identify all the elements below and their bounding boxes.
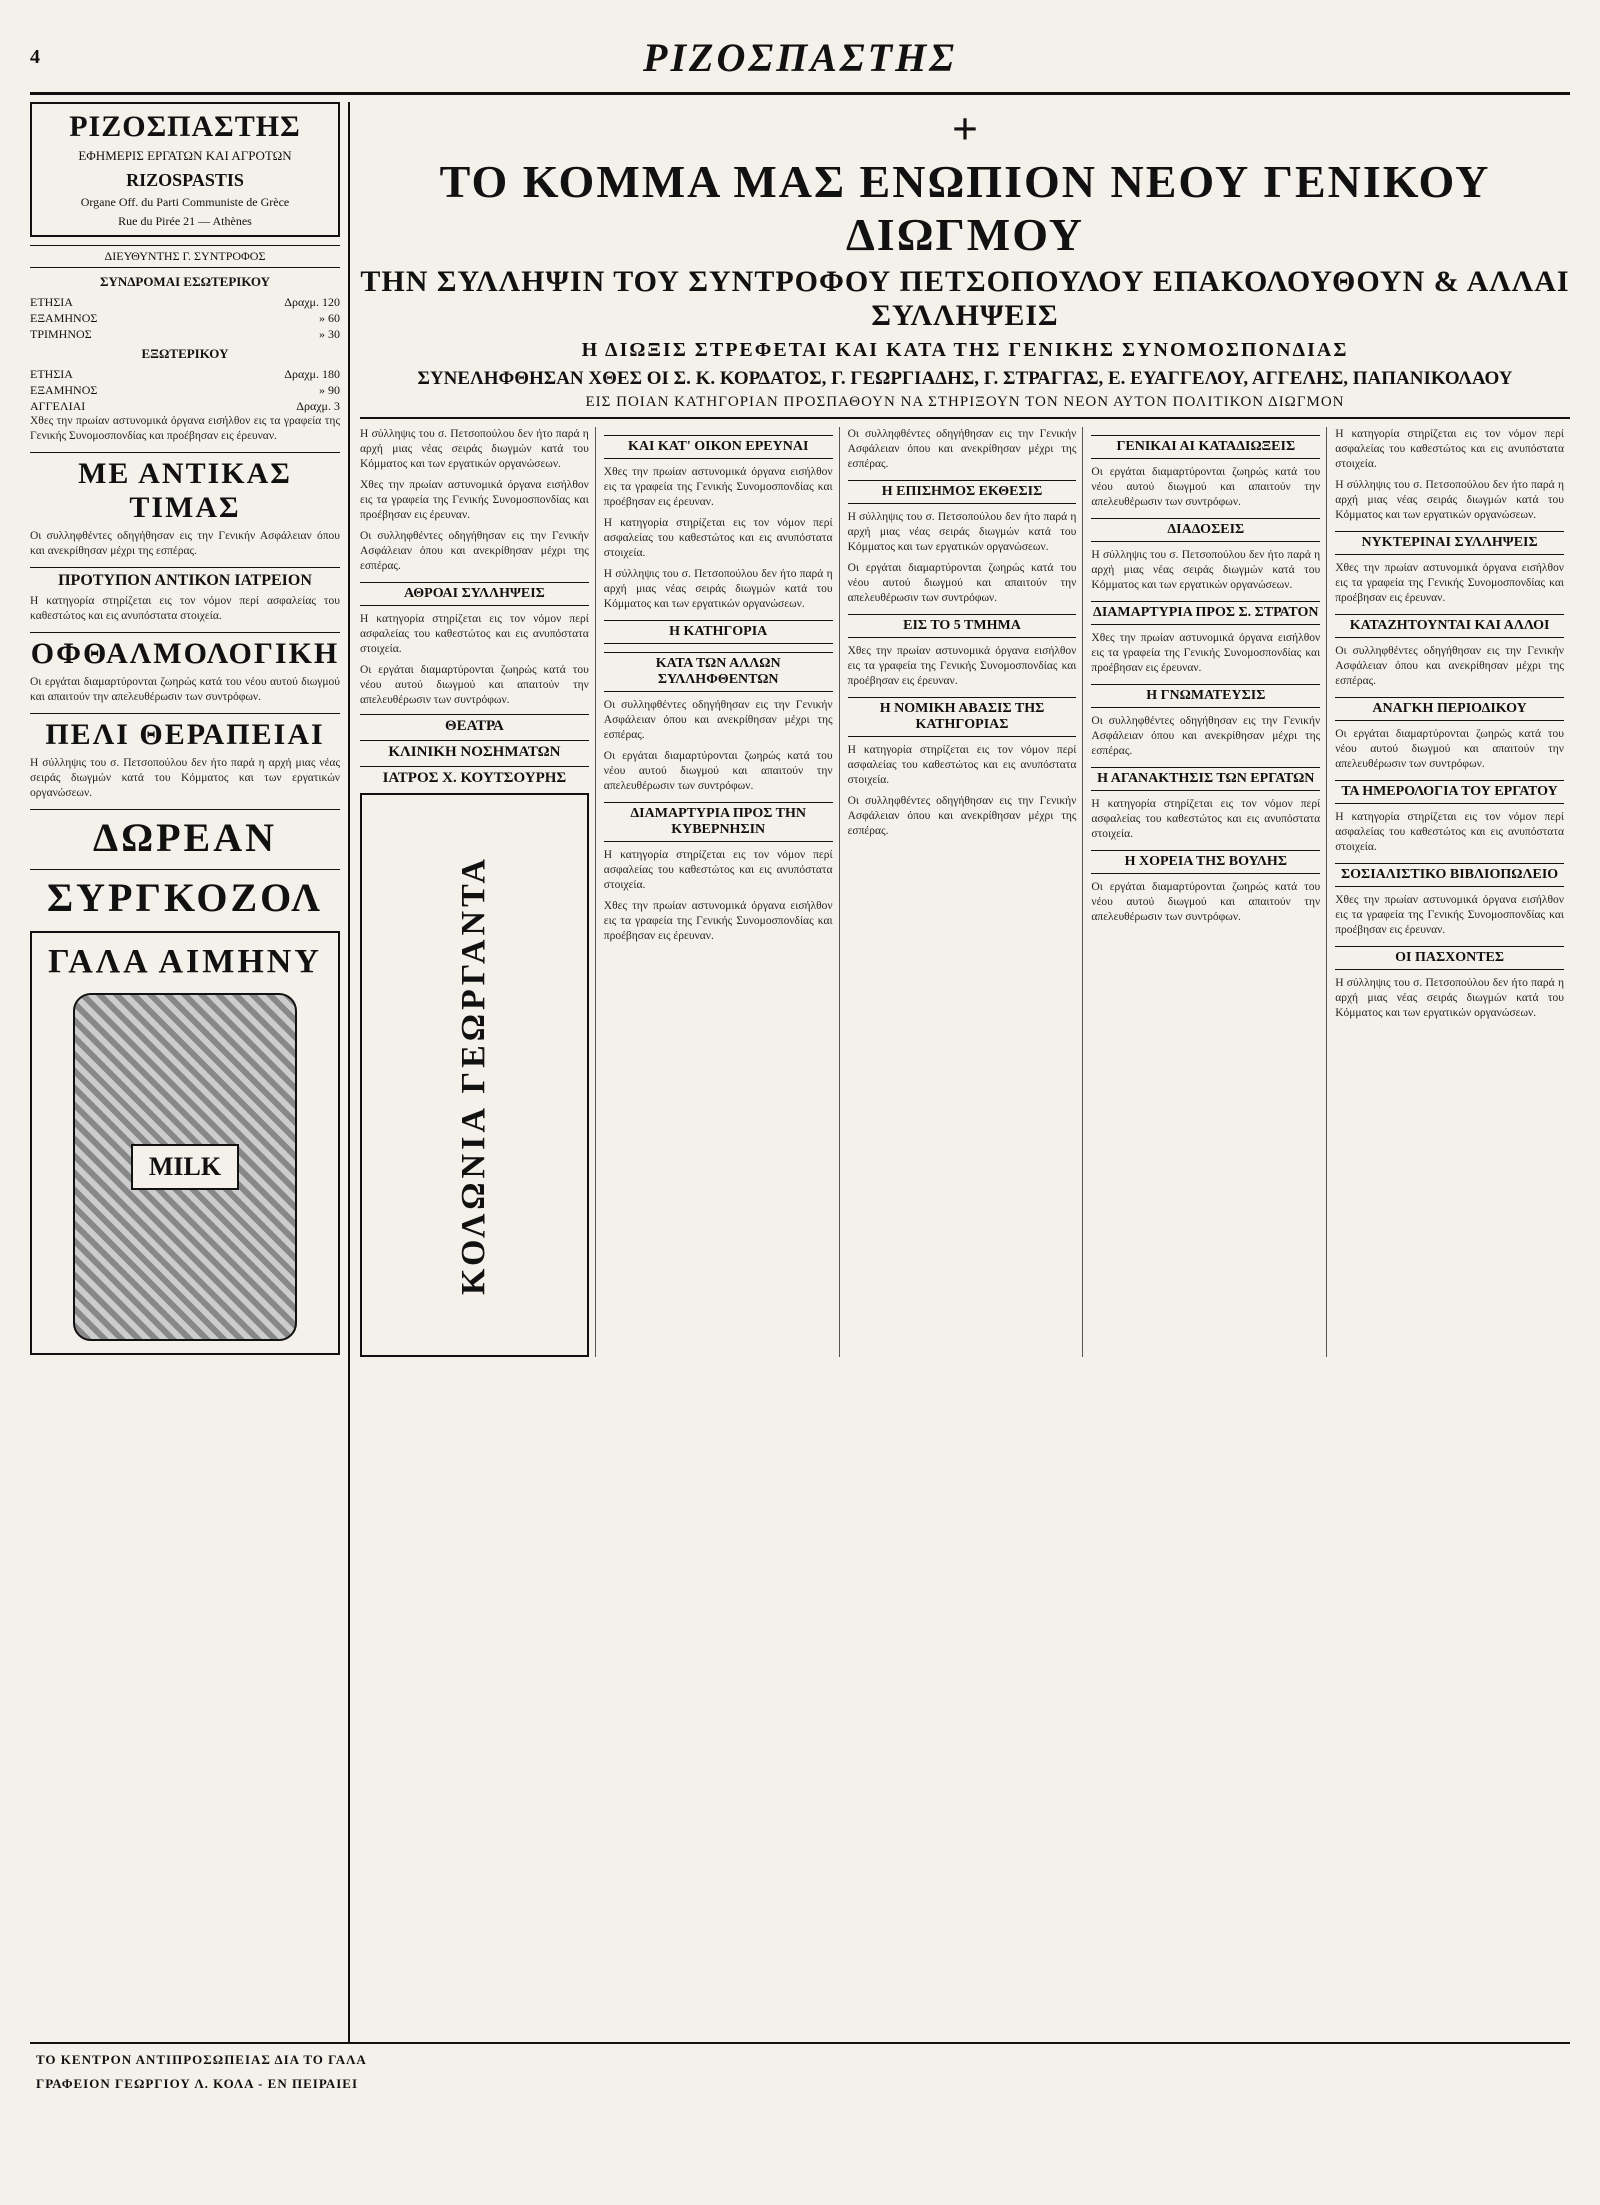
main-article <box>360 102 1570 2002</box>
article-paragraph: Οι εργάται διαμαρτύρονται ζωηρώς κατά του νέου αυτού διωγμού και απαιτούν την απελευθέρωσιν των συντρόφων. <box>603 750 833 792</box>
bottom-ad-line-2: ΓΡΑΦΕΙΟΝ ΓΕΩΡΓΙΟΥ Λ. ΚΟΛΑ - ΕΝ ΠΕΙΡΑΙΕΙ <box>36 2076 359 2091</box>
article-column-4 <box>1091 427 1327 1357</box>
vertical-ad-text: ΚΟΛΩΝΙΑ ΓΕΩΡΓΑΝΤΑ <box>455 855 493 1295</box>
paper-title-box <box>30 102 340 237</box>
section-title: ΣΟΣΙΑΛΙΣΤΙΚΟ ΒΙΒΛΙΟΠΩΛΕΙΟ <box>1335 863 1564 887</box>
section-title: Η ΕΠΙΣΗΜΟΣ ΕΚΘΕΣΙΣ <box>848 480 1077 504</box>
section-title: Η ΑΓΑΝΑΚΤΗΣΙΣ ΤΩΝ ΕΡΓΑΤΩΝ <box>1091 767 1320 791</box>
section-title: ΝΥΚΤΕΡΙΝΑΙ ΣΥΛΛΗΨΕΙΣ <box>1335 531 1564 555</box>
article-paragraph: Η σύλληψις του σ. Πετσοπούλου δεν ήτο παρά η αρχή μιας νέας σειράς διωγμών κατά του Κόμματος και των εργατικών οργανώσεων. <box>1335 977 1564 1019</box>
section-title: ΓΕΝΙΚΑΙ ΑΙ ΚΑΤΑΔΙΩΞΕΙΣ <box>1091 435 1320 459</box>
article-paragraph: Η σύλληψις του σ. Πετσοπούλου δεν ήτο παρά η αρχή μιας νέας σειράς διωγμών κατά του Κόμματος και των εργατικών οργανώσεων. <box>603 568 833 610</box>
subscriptions-title: ΣΥΝΔΡΟΜΑΙ ΕΣΩΤΕΡΙΚΟΥ <box>99 274 271 289</box>
sub-value: Δραχμ. 180 <box>284 367 340 381</box>
article-paragraph: Η κατηγορία στηρίζεται εις τον νόμον περί ασφαλείας του καθεστώτος και εις ανυπόστατα στοιχεία. <box>1335 811 1564 853</box>
section-title: Η ΓΝΩΜΑΤΕΥΣΙΣ <box>1091 684 1320 708</box>
section-title: ΑΝΑΓΚΗ ΠΕΡΙΟΔΙΚΟΥ <box>1335 697 1564 721</box>
article-columns <box>360 427 1570 1357</box>
question-headline: ΕΙΣ ΠΟΙΑΝ ΚΑΤΗΓΟΡΙΑΝ ΠΡΟΣΠΑΘΟΥΝ ΝΑ ΣΤΗΡΙΞΟΥΝ ΤΟΝ ΝΕΟΝ ΑΥΤΟΝ ΠΟΛΙΤΙΚΟΝ ΔΙΩΓΜΟΝ <box>585 394 1345 410</box>
article-paragraph: Χθες την πρωίαν αστυνομικά όργανα εισήλθον εις τα γραφεία της Γενικής Συνομοσπονδίας και προέβησαν εις έρευναν. <box>603 466 833 508</box>
milk-ad-title: ΓΑΛΑ ΑΙΜΗΝΥ <box>48 943 322 980</box>
subscription-row <box>30 326 340 342</box>
vertical-advertisement <box>360 793 589 1357</box>
ad-theatra: ΘΕΑΤΡΑ <box>360 714 589 735</box>
section-title: Η ΚΑΤΗΓΟΡΙΑ <box>604 620 833 644</box>
article-column-3 <box>848 427 1084 1357</box>
subscription-row <box>30 382 340 398</box>
article-paragraph: Οι συλληφθέντες οδηγήθησαν εις την Γενικήν Ασφάλειαν όπου και ανεκρίθησαν μέχρι της εσπέρας. <box>847 795 1077 837</box>
newspaper-page <box>30 22 1570 2162</box>
ad-heading-iatreio: ΠΡΟΤΥΠΟΝ ΑΝΤΙΚΟΝ ΙΑΤΡΕΙΟΝ <box>30 567 340 590</box>
article-paragraph: Οι εργάται διαμαρτύρονται ζωηρώς κατά του νέου αυτού διωγμού και απαιτούν την απελευθέρωσιν των συντρόφων. <box>1335 728 1564 770</box>
paper-address: Organe Off. du Parti Communiste de Grèce <box>80 195 290 209</box>
paper-subtitle: ΕΦΗΜΕΡΙΣ ΕΡΓΑΤΩΝ ΚΑΙ ΑΓΡΟΤΩΝ <box>78 148 292 163</box>
sub-value: Δραχμ. 3 <box>296 399 340 413</box>
sub-label: ΕΞΑΜΗΝΟΣ <box>30 383 98 397</box>
article-paragraph: Η κατηγορία στηρίζεται εις τον νόμον περί ασφαλείας του καθεστώτος και εις ανυπόστατα στοιχεία. <box>847 744 1077 786</box>
article-paragraph: Οι εργάται διαμαρτύρονται ζωηρώς κατά του νέου αυτού διωγμού και απαιτούν την απελευθέρωσιν των συντρόφων. <box>1091 881 1321 923</box>
bottom-ad-line-1: ΤΟ ΚΕΝΤΡΟΝ ΑΝΤΙΠΡΟΣΩΠΕΙΑΣ ΔΙΑ ΤΟ ΓΑΛΑ <box>36 2052 367 2067</box>
sub-value: » 60 <box>319 311 340 325</box>
article-paragraph: Η κατηγορία στηρίζεται εις τον νόμον περί ασφαλείας του καθεστώτος και εις ανυπόστατα στοιχεία. <box>603 849 833 891</box>
arrests-headline: ΣΥΝΕΛΗΦΘΗΣΑΝ ΧΘΕΣ ΟΙ Σ. Κ. ΚΟΡΔΑΤΟΣ, Γ. ΓΕΩΡΓΙΑΔΗΣ, Γ. ΣΤΡΑΓΓΑΣ, Ε. ΕΥΑΓΓΕΛΟΥ, ΑΓΓΕΛΗΣ, ΠΑΠΑΝΙΚΟΛΑΟΥ <box>417 368 1513 389</box>
article-paragraph: Χθες την πρωίαν αστυνομικά όργανα εισήλθον εις τα γραφεία της Γενικής Συνομοσπονδίας και προέβησαν εις έρευναν. <box>1091 632 1321 674</box>
article-paragraph: Οι συλληφθέντες οδηγήθησαν εις την Γενικήν Ασφάλειαν όπου και ανεκρίθησαν μέχρι της εσπέρας. <box>847 428 1077 470</box>
bottom-advert-strip <box>30 2042 1570 2164</box>
sub-label: ΕΤΗΣΙΑ <box>30 367 73 381</box>
article-paragraph: Χθες την πρωίαν αστυνομικά όργανα εισήλθον εις τα γραφεία της Γενικής Συνομοσπονδίας και προέβησαν εις έρευναν. <box>603 900 833 942</box>
article-paragraph: Χθες την πρωίαν αστυνομικά όργανα εισήλθον εις τα γραφεία της Γενικής Συνομοσπονδίας και προέβησαν εις έρευναν. <box>1335 894 1564 936</box>
ad-kliniki: ΚΛΙΝΙΚΗ ΝΟΣΗΜΑΤΩΝ <box>360 740 589 761</box>
sub-value: » 90 <box>319 383 340 397</box>
headline-block <box>360 102 1570 419</box>
left-paragraph: Η κατηγορία στηρίζεται εις τον νόμον περί ασφαλείας του καθεστώτος και εις ανυπόστατα στοιχεία. <box>30 595 340 622</box>
ads-block <box>360 714 589 787</box>
sub-label: ΤΡΙΜΗΝΟΣ <box>30 327 92 341</box>
article-column-2 <box>604 427 840 1357</box>
article-paragraph: Η κατηγορία στηρίζεται εις τον νόμον περί ασφαλείας του καθεστώτος και εις ανυπόστατα στοιχεία. <box>360 613 589 655</box>
section-title: ΚΑΙ ΚΑΤ' ΟΙΚΟΝ ΕΡΕΥΝΑΙ <box>604 435 833 459</box>
article-paragraph: Οι εργάται διαμαρτύρονται ζωηρώς κατά του νέου αυτού διωγμού και απαιτούν την απελευθέρωσιν των συντρόφων. <box>847 562 1077 604</box>
section-title: Η ΝΟΜΙΚΗ ΑΒΑΣΙΣ ΤΗΣ ΚΑΤΗΓΟΡΙΑΣ <box>848 697 1077 737</box>
article-paragraph: Η σύλληψις του σ. Πετσοπούλου δεν ήτο παρά η αρχή μιας νέας σειράς διωγμών κατά του Κόμματος και των εργατικών οργανώσεων. <box>847 511 1077 553</box>
sub-value: Δραχμ. 120 <box>284 295 340 309</box>
masthead <box>30 22 1570 95</box>
article-paragraph: Η σύλληψις του σ. Πετσοπούλου δεν ήτο παρά η αρχή μιας νέας σειράς διωγμών κατά του Κόμματος και των εργατικών οργανώσεων. <box>1335 479 1564 521</box>
left-paragraph: Οι εργάται διαμαρτύρονται ζωηρώς κατά του νέου αυτού διωγμού και απαιτούν την απελευθέρωσιν των συντρόφων. <box>30 676 340 703</box>
main-headline: ΤΟ ΚΟΜΜΑ ΜΑΣ ΕΝΩΠΙΟΝ ΝΕΟΥ ΓΕΝΙΚΟΥ ΔΙΩΓΜΟΥ <box>439 156 1491 260</box>
subscriptions-title-abroad: ΕΞΩΤΕΡΙΚΟΥ <box>141 346 229 361</box>
ad-koutsouris: ΙΑΤΡΟΣ Χ. ΚΟΥΤΣΟΥΡΗΣ <box>360 766 589 787</box>
ad-heading-syrgkozol: ΣΥΡΓΚΟΖΟΛ <box>30 869 340 921</box>
subscription-row <box>30 294 340 310</box>
sub-value: » 30 <box>319 327 340 341</box>
milk-brand-label: MILK <box>131 1144 239 1190</box>
sub-label: ΑΓΓΕΛΙΑΙ <box>30 399 86 413</box>
section-title: ΤΑ ΗΜΕΡΟΛΟΓΙΑ ΤΟΥ ΕΡΓΑΤΟΥ <box>1335 780 1564 804</box>
newspaper-name: ΡΙΖΟΣΠΑΣΤΗΣ <box>643 34 957 80</box>
sub-label: ΕΞΑΜΗΝΟΣ <box>30 311 98 325</box>
section-subtitle: ΚΑΤΑ ΤΩΝ ΑΛΛΩΝ ΣΥΛΛΗΦΘΕΝΤΩΝ <box>604 652 833 692</box>
ad-heading-therapeiai: ΠΕΛΙ ΘΕΡΑΠΕΙΑΙ <box>30 713 340 752</box>
article-paragraph: Η κατηγορία στηρίζεται εις τον νόμον περί ασφαλείας του καθεστώτος και εις ανυπόστατα στοιχεία. <box>1335 428 1564 470</box>
cross-icon: + <box>951 103 979 154</box>
article-paragraph: Χθες την πρωίαν αστυνομικά όργανα εισήλθον εις τα γραφεία της Γενικής Συνομοσπονδίας και προέβησαν εις έρευναν. <box>847 645 1077 687</box>
subscription-row <box>30 310 340 326</box>
article-paragraph: Οι συλληφθέντες οδηγήθησαν εις την Γενικήν Ασφάλειαν όπου και ανεκρίθησαν μέχρι της εσπέρας. <box>1091 715 1321 757</box>
article-paragraph: Χθες την πρωίαν αστυνομικά όργανα εισήλθον εις τα γραφεία της Γενικής Συνομοσπονδίας και προέβησαν εις έρευναν. <box>360 479 589 521</box>
milk-can-illustration <box>73 993 297 1341</box>
left-paragraph: Η σύλληψις του σ. Πετσοπούλου δεν ήτο παρά η αρχή μιας νέας σειράς διωγμών κατά του Κόμματος και των εργατικών οργανώσεων. <box>30 757 340 799</box>
left-paragraph: Χθες την πρωίαν αστυνομικά όργανα εισήλθον εις τα γραφεία της Γενικής Συνομοσπονδίας και προέβησαν εις έρευναν. <box>30 415 340 442</box>
article-paragraph: Η κατηγορία στηρίζεται εις τον νόμον περί ασφαλείας του καθεστώτος και εις ανυπόστατα στοιχεία. <box>1091 798 1321 840</box>
article-column-5 <box>1335 427 1570 1357</box>
left-column <box>30 102 350 2042</box>
milk-advertisement <box>30 931 340 1355</box>
article-column-1 <box>360 427 596 1357</box>
article-paragraph: Η σύλληψις του σ. Πετσοπούλου δεν ήτο παρά η αρχή μιας νέας σειράς διωγμών κατά του Κόμματος και των εργατικών οργανώσεων. <box>1091 549 1321 591</box>
article-paragraph: Οι συλληφθέντες οδηγήθησαν εις την Γενικήν Ασφάλειαν όπου και ανεκρίθησαν μέχρι της εσπέρας. <box>1335 645 1564 687</box>
ad-heading-times: ΜΕ ΑΝΤΙΚΑΣ ΤΙΜΑΣ <box>30 452 340 525</box>
director-line: ΔΙΕΥΘΥΝΤΗΣ Γ. ΣΥΝΤΡΟΦΟΣ <box>30 245 340 268</box>
article-paragraph: Η κατηγορία στηρίζεται εις τον νόμον περί ασφαλείας του καθεστώτος και εις ανυπόστατα στοιχεία. <box>603 517 833 559</box>
left-paragraph: Οι συλληφθέντες οδηγήθησαν εις την Γενικήν Ασφάλειαν όπου και ανεκρίθησαν μέχρι της εσπέρας. <box>30 530 340 557</box>
section-title: ΔΙΑΔΟΣΕΙΣ <box>1091 518 1320 542</box>
section-title: ΔΙΑΜΑΡΤΥΡΙΑ ΠΡΟΣ ΤΗΝ ΚΥΒΕΡΝΗΣΙΝ <box>604 802 833 842</box>
deck-headline: Η ΔΙΩΞΙΣ ΣΤΡΕΦΕΤΑΙ ΚΑΙ ΚΑΤΑ ΤΗΣ ΓΕΝΙΚΗΣ ΣΥΝΟΜΟΣΠΟΝΔΙΑΣ <box>581 339 1349 361</box>
article-paragraph: Οι συλληφθέντες οδηγήθησαν εις την Γενικήν Ασφάλειαν όπου και ανεκρίθησαν μέχρι της εσπέρας. <box>603 699 833 741</box>
paper-latin-title: RIZOSPASTIS <box>126 170 244 190</box>
ad-heading-dorean: ΔΩΡΕΑΝ <box>30 809 340 861</box>
ad-heading-ofthalmologiki: ΟΦΘΑΛΜΟΛΟΓΙΚΗ <box>30 632 340 671</box>
sub-label: ΕΤΗΣΙΑ <box>30 295 73 309</box>
article-paragraph: Οι εργάται διαμαρτύρονται ζωηρώς κατά του νέου αυτού διωγμού και απαιτούν την απελευθέρωσιν των συντρόφων. <box>360 664 589 706</box>
paper-address-2: Rue du Pirée 21 — Athènes <box>118 214 252 228</box>
article-paragraph: Η σύλληψις του σ. Πετσοπούλου δεν ήτο παρά η αρχή μιας νέας σειράς διωγμών κατά του Κόμματος και των εργατικών οργανώσεων. <box>360 428 589 470</box>
subscription-row <box>30 366 340 382</box>
section-title: ΟΙ ΠΑΣΧΟΝΤΕΣ <box>1335 946 1564 970</box>
paper-title: ΡΙΖΟΣΠΑΣΤΗΣ <box>69 110 301 143</box>
article-paragraph: Οι συλληφθέντες οδηγήθησαν εις την Γενικήν Ασφάλειαν όπου και ανεκρίθησαν μέχρι της εσπέρας. <box>360 530 589 572</box>
section-title: Η ΧΟΡΕΙΑ ΤΗΣ ΒΟΥΛΗΣ <box>1091 850 1320 874</box>
section-title: ΑΘΡΟΑΙ ΣΥΛΛΗΨΕΙΣ <box>360 582 589 606</box>
page-number: 4 <box>30 45 40 68</box>
section-title: ΔΙΑΜΑΡΤΥΡΙΑ ΠΡΟΣ Σ. ΣΤΡΑΤΟΝ <box>1091 601 1320 625</box>
section-title: ΚΑΤΑΖΗΤΟΥΝΤΑΙ ΚΑΙ ΑΛΛΟΙ <box>1335 614 1564 638</box>
article-paragraph: Χθες την πρωίαν αστυνομικά όργανα εισήλθον εις τα γραφεία της Γενικής Συνομοσπονδίας και προέβησαν εις έρευναν. <box>1335 562 1564 604</box>
subscription-row <box>30 398 340 414</box>
section-title: ΕΙΣ ΤΟ 5 ΤΜΗΜΑ <box>848 614 1077 638</box>
article-paragraph: Οι εργάται διαμαρτύρονται ζωηρώς κατά του νέου αυτού διωγμού και απαιτούν την απελευθέρωσιν των συντρόφων. <box>1091 466 1321 508</box>
sub-headline: ΤΗΝ ΣΥΛΛΗΨΙΝ ΤΟΥ ΣΥΝΤΡΟΦΟΥ ΠΕΤΣΟΠΟΥΛΟΥ ΕΠΑΚΟΛΟΥΘΟΥΝ & ΑΛΛΑΙ ΣΥΛΛΗΨΕΙΣ <box>360 265 1570 332</box>
